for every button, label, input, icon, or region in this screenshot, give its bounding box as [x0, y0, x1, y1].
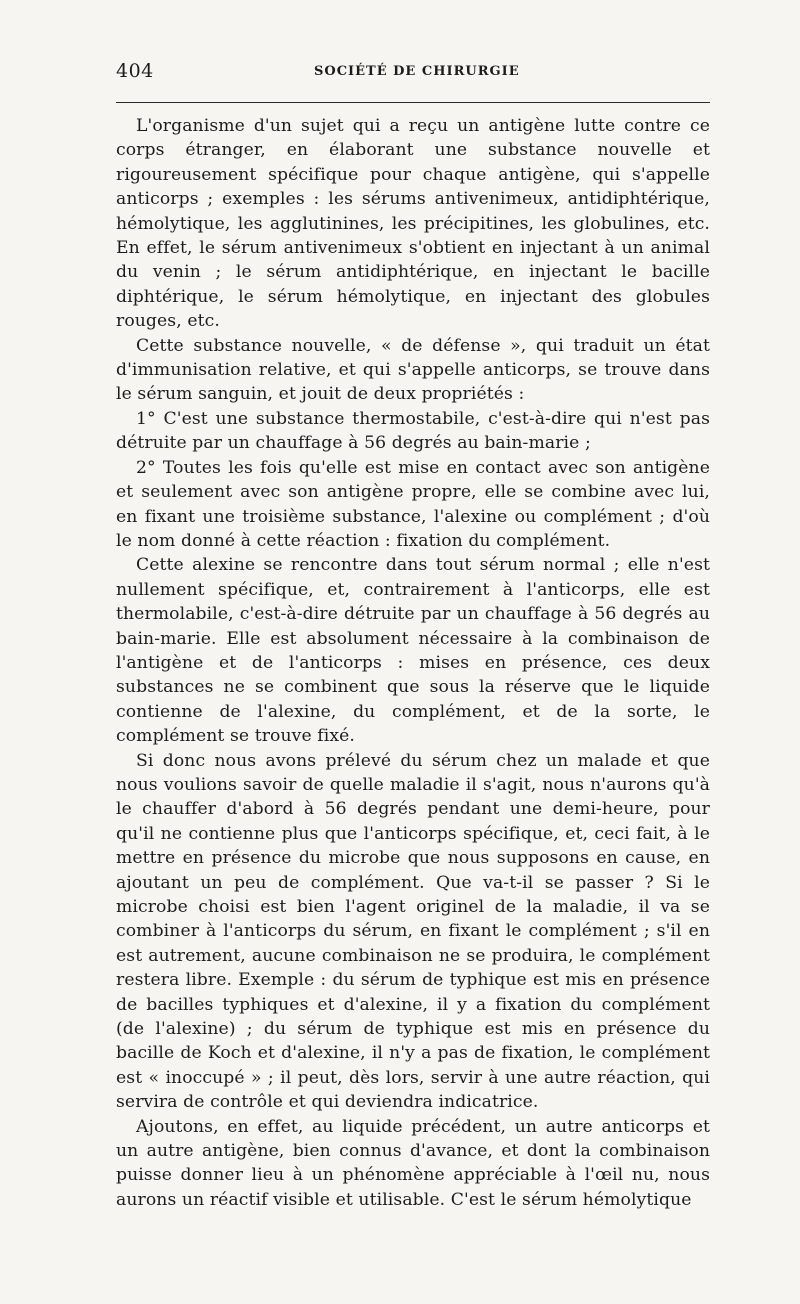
running-title: SOCIÉTÉ DE CHIRURGIE: [314, 64, 520, 79]
paragraph-antigen: L'organisme d'un sujet qui a reçu un antigène lutte contre ce corps étranger, en élaborant une substance nouvelle et rigoureusement spécifique pour chaque antigène, qui s'appelle anticorps ; exemples : les sérums antivenimeux, antidiphtérique, hémolytique, les agglutinines, les précipitines, les globulines, etc. En effet, le sérum antivenimeux s'obtient en injectant à un animal du venin ; le sérum antidiphtérique, en injectant le bacille diphtérique, le sérum hémolytique, en injectant des globules rouges, etc.: [116, 116, 710, 332]
page-number: 404: [116, 60, 154, 82]
paragraph-property-1: 1° C'est une substance thermostabile, c'est-à-dire qui n'est pas détruite par un chauffage à 56 degrés au bain-marie ;: [116, 408, 710, 454]
paragraph-property-2: 2° Toutes les fois qu'elle est mise en contact avec son antigène et seulement avec son antigène propre, elle se combine avec lui, en fixant une troisième substance, l'alexine ou complément ; d'où le nom donné à cette réaction : fixation du complément.: [116, 457, 710, 551]
body-text: [116, 114, 710, 1212]
page-header: [116, 58, 710, 88]
paragraph-hemolytic: Ajoutons, en effet, au liquide précédent, un autre anticorps et un autre antigène, bien connus d'avance, et dont la combinaison puisse donner lieu à un phénomène appréciable à l'œil nu, nous aurons un réactif visible et utilisable. C'est le sérum hémolytique: [116, 1116, 710, 1210]
paragraph-defense-substance: Cette substance nouvelle, « de défense », qui traduit un état d'immunisation relative, et qui s'appelle anticorps, se trouve dans le sérum sanguin, et jouit de deux propriétés :: [116, 335, 710, 405]
paragraph-diagnosis: Si donc nous avons prélevé du sérum chez un malade et que nous voulions savoir de quelle maladie il s'agit, nous n'aurons qu'à le chauffer d'abord à 56 degrés pendant une demi-heure, pour qu'il ne contienne plus que l'anticorps spécifique, et, ceci fait, à le mettre en présence du microbe que nous supposons en cause, en ajoutant un peu de complément. Que va-t-il se passer ? Si le microbe choisi est bien l'agent originel de la maladie, il va se combiner à l'anticorps du sérum, en fixant le complément ; s'il en est autrement, aucune combinaison ne se produira, le complément restera libre. Exemple : du sérum de typhique est mis en présence de bacilles typhiques et d'alexine, il y a fixation du complément (de l'alexine) ; du sérum de typhique est mis en présence du bacille de Koch et d'alexine, il n'y a pas de fixation, le complément est « inoccupé » ; il peut, dès lors, servir à une autre réaction, qui servira de contrôle et qui deviendra indicatrice.: [116, 750, 710, 1113]
paragraph-alexine: Cette alexine se rencontre dans tout sérum normal ; elle n'est nullement spécifique, et, contrairement à l'anticorps, elle est thermolabile, c'est-à-dire détruite par un chauffage à 56 degrés au bain-marie. Elle est absolument nécessaire à la combinaison de l'antigène et de l'anticorps : mises en présence, ces deux substances ne se combinent que sous la réserve que le liquide contienne de l'alexine, du complément, et de la sorte, le complément se trouve fixé.: [116, 555, 710, 747]
header-rule: [116, 102, 710, 103]
